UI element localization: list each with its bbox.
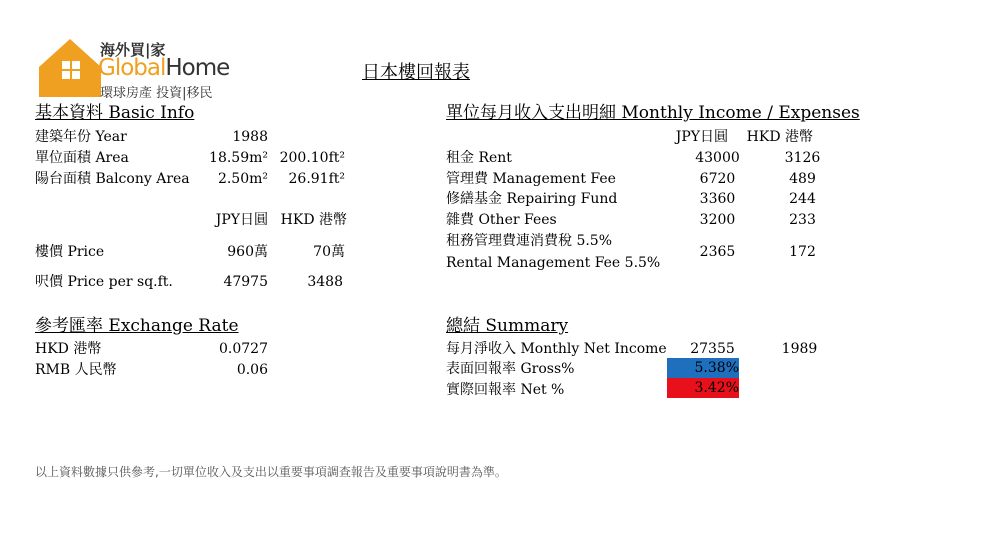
col-header-hkd: HKD 港幣 bbox=[280, 212, 347, 228]
net-income-label: 每月淨收入 Monthly Net Income bbox=[446, 341, 667, 357]
col-header-jpy: JPY日圓 bbox=[675, 129, 728, 145]
net-income-hkd: 1989 bbox=[781, 341, 818, 357]
rental-mgmt-jpy: 2365 bbox=[699, 244, 736, 260]
rental-mgmt-label-cn: 租務管理費連消費稅 5.5% bbox=[446, 233, 613, 249]
price-jpy: 960萬 bbox=[227, 244, 268, 260]
exchange-label: HKD 港幣 bbox=[35, 341, 102, 357]
expense-label: 管理費 Management Fee bbox=[446, 171, 616, 187]
exchange-value: 0.0727 bbox=[219, 341, 268, 357]
expense-hkd: 3126 bbox=[784, 150, 821, 166]
basic-info-label: 單位面積 Area bbox=[35, 150, 129, 166]
rental-mgmt-hkd: 172 bbox=[789, 244, 816, 260]
basic-info-value: 18.59m² bbox=[209, 150, 268, 166]
logo-brand-home: Home bbox=[165, 55, 230, 81]
expense-hkd: 489 bbox=[789, 171, 816, 187]
expense-hkd: 233 bbox=[789, 212, 816, 228]
net-yield-value: 3.42% bbox=[667, 378, 739, 398]
expense-jpy: 3360 bbox=[699, 191, 736, 207]
price-hkd: 70萬 bbox=[313, 244, 345, 260]
col-header-hkd: HKD 港幣 bbox=[746, 129, 813, 145]
expense-hkd: 244 bbox=[789, 191, 816, 207]
expense-label: 修繕基金 Repairing Fund bbox=[446, 191, 618, 207]
basic-info-value: 2.50m² bbox=[217, 171, 268, 187]
exchange-value: 0.06 bbox=[236, 362, 268, 378]
gross-yield-label: 表面回報率 Gross% bbox=[446, 361, 575, 377]
expense-label: 租金 Rent bbox=[446, 150, 512, 166]
expense-label: 雜費 Other Fees bbox=[446, 212, 557, 228]
monthly-heading: 單位每月收入支出明細 Monthly Income / Expenses bbox=[446, 103, 860, 123]
gross-yield-value: 5.38% bbox=[667, 358, 739, 378]
psf-hkd: 3488 bbox=[307, 274, 343, 290]
rental-mgmt-label-en: Rental Management Fee 5.5% bbox=[446, 255, 661, 271]
summary-heading: 總結 Summary bbox=[446, 316, 569, 336]
basic-info-value-ft: 26.91ft² bbox=[288, 171, 345, 187]
house-icon bbox=[35, 37, 105, 99]
col-header-jpy: JPY日圓 bbox=[215, 212, 268, 228]
exchange-label: RMB 人民幣 bbox=[35, 362, 117, 378]
psf-label: 呎價 Price per sq.ft. bbox=[35, 274, 173, 290]
basic-info-value: 1988 bbox=[232, 129, 268, 145]
expense-jpy: 43000 bbox=[695, 150, 740, 166]
basic-info-heading: 基本資料 Basic Info bbox=[35, 103, 195, 123]
psf-jpy: 47975 bbox=[223, 274, 268, 290]
basic-info-label: 建築年份 Year bbox=[35, 129, 127, 145]
expense-jpy: 6720 bbox=[699, 171, 736, 187]
net-yield-label: 實際回報率 Net % bbox=[446, 382, 565, 398]
price-label: 樓價 Price bbox=[35, 244, 105, 260]
exchange-heading: 參考匯率 Exchange Rate bbox=[35, 316, 239, 336]
basic-info-label: 陽台面積 Balcony Area bbox=[35, 171, 190, 187]
page-title: 日本樓回報表 bbox=[362, 62, 470, 83]
logo-brand bbox=[98, 55, 229, 81]
globalhome-logo bbox=[35, 37, 240, 99]
logo-cn-name: 海外買|家 bbox=[100, 41, 166, 59]
logo-brand-global: Global bbox=[98, 55, 166, 81]
expense-jpy: 3200 bbox=[699, 212, 736, 228]
logo-tagline: 環球房產 投資|移民 bbox=[100, 86, 213, 101]
basic-info-value-ft: 200.10ft² bbox=[279, 150, 345, 166]
disclaimer-text: 以上資料數據只供參考,一切單位收入及支出以重要事項調查報告及重要事項說明書為準。 bbox=[35, 465, 507, 479]
net-income-jpy: 27355 bbox=[690, 341, 735, 357]
